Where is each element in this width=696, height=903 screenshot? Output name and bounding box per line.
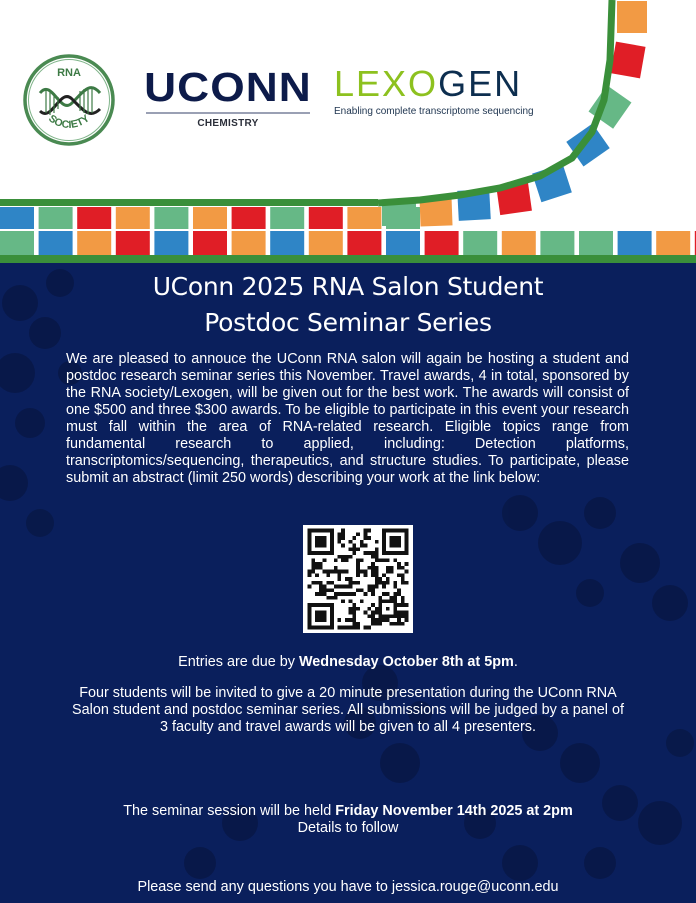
qr-module [375, 607, 379, 611]
qr-module [401, 599, 405, 603]
qr-module [367, 614, 371, 618]
qr-module [323, 559, 327, 563]
qr-module [367, 536, 371, 540]
banner-square [270, 207, 304, 229]
qr-module [345, 555, 349, 559]
qr-module [356, 566, 360, 570]
lexogen-wordmark-part3: GEN [438, 63, 523, 104]
banner-square [77, 231, 111, 255]
qr-module [352, 622, 356, 626]
qr-module [371, 551, 375, 555]
qr-module [401, 577, 405, 581]
qr-module [390, 570, 394, 574]
qr-module [334, 585, 338, 589]
banner-square [579, 231, 613, 255]
qr-module [338, 570, 342, 574]
qr-module [375, 611, 379, 615]
qr-module [401, 596, 405, 600]
qr-module [326, 573, 330, 577]
banner-square [0, 231, 34, 255]
qr-module [371, 618, 375, 622]
qr-module [315, 581, 319, 585]
title-line-2: Postdoc Seminar Series [204, 308, 492, 337]
qr-module [356, 573, 360, 577]
qr-module [356, 570, 360, 574]
banner-square [154, 207, 188, 229]
qr-module [356, 559, 360, 563]
qr-module [364, 570, 368, 574]
qr-module [338, 532, 342, 536]
qr-module [375, 577, 379, 581]
qr-module [326, 570, 330, 574]
qr-module [352, 551, 356, 555]
due-date-line [0, 654, 696, 671]
qr-module [360, 540, 364, 544]
qr-module [367, 529, 371, 533]
title-line-1: UConn 2025 RNA Salon Student [152, 272, 544, 301]
qr-module [364, 544, 368, 548]
presentation-paragraph: Four students will be invited to give a 20 minute presentation during the UConn RNA Salon student and postdoc seminar series. All submissions will be judged by a panel of 3 faculty and travel awards will be given to all 4 presenters. [72, 685, 624, 735]
due-suffix: . [513, 654, 518, 670]
qr-module [393, 592, 397, 596]
banner-square [193, 207, 227, 229]
qr-module [371, 555, 375, 559]
qr-module [311, 581, 315, 585]
qr-module [341, 585, 345, 589]
qr-module [330, 588, 334, 592]
qr-module [356, 588, 360, 592]
qr-module [371, 588, 375, 592]
qr-module [382, 559, 386, 563]
qr-module [375, 566, 379, 570]
qr-module [378, 577, 382, 581]
qr-module [338, 585, 342, 589]
qr-module [371, 603, 375, 607]
qr-module [338, 573, 342, 577]
qr-module [345, 577, 349, 581]
qr-module [319, 588, 323, 592]
banner-square [617, 1, 647, 33]
qr-module [401, 622, 405, 626]
due-prefix: Entries are due by [178, 654, 299, 670]
qr-module [360, 559, 364, 563]
banner-square [425, 231, 459, 255]
banner-square [347, 207, 381, 229]
qr-module [315, 536, 326, 547]
qr-module [393, 596, 397, 600]
qr-module [390, 566, 394, 570]
qr-module [378, 559, 382, 563]
header [0, 0, 696, 263]
qr-module [397, 622, 401, 626]
qr-module [401, 603, 405, 607]
qr-module [319, 581, 323, 585]
qr-module [393, 559, 397, 563]
qr-module [311, 570, 315, 574]
qr-module [360, 588, 364, 592]
qr-module [397, 562, 401, 566]
banner-square [309, 231, 343, 255]
qr-module [341, 626, 345, 630]
qr-module [352, 607, 356, 611]
qr-module [401, 581, 405, 585]
lexogen-wordmark-part1: LEX [334, 63, 409, 104]
qr-module [338, 555, 342, 559]
qr-module [401, 614, 405, 618]
qr-module [341, 532, 345, 536]
qr-module [382, 585, 386, 589]
banner-square [386, 231, 420, 255]
qr-module [382, 592, 386, 596]
qr-module [345, 618, 349, 622]
banner-square [618, 231, 652, 255]
banner-square [502, 231, 536, 255]
qr-module [367, 626, 371, 630]
qr-module [401, 566, 405, 570]
qr-module [352, 592, 356, 596]
qr-module [386, 559, 390, 563]
qr-module [334, 570, 338, 574]
qr-module [356, 622, 360, 626]
qr-module [360, 570, 364, 574]
qr-module [352, 536, 356, 540]
qr-module [352, 603, 356, 607]
lexogen-wordmark [334, 65, 549, 103]
qr-module [364, 529, 368, 533]
qr-module [341, 555, 345, 559]
contact-prefix: Please send any questions you have to [137, 879, 392, 895]
qr-module [371, 592, 375, 596]
qr-module [341, 592, 345, 596]
qr-module [375, 547, 379, 551]
qr-module [341, 599, 345, 603]
qr-module [323, 592, 327, 596]
qr-code-icon[interactable] [303, 525, 413, 633]
qr-module [397, 611, 401, 615]
qr-module [323, 588, 327, 592]
qr-module [345, 592, 349, 596]
qr-module [375, 622, 379, 626]
qr-module [371, 622, 375, 626]
qr-module [382, 618, 386, 622]
qr-module [330, 581, 334, 585]
qr-module [311, 562, 315, 566]
qr-module [338, 626, 342, 630]
qr-module [367, 607, 371, 611]
qr-module [349, 618, 353, 622]
qr-module [349, 585, 353, 589]
qr-module [364, 592, 368, 596]
qr-module [371, 573, 375, 577]
flyer-body [0, 263, 696, 903]
banner-square [270, 231, 304, 255]
qr-module [356, 581, 360, 585]
qr-module [397, 566, 401, 570]
qr-module [375, 573, 379, 577]
qr-module [397, 592, 401, 596]
qr-module [311, 566, 315, 570]
qr-module [311, 559, 315, 563]
qr-module [352, 547, 356, 551]
banner-square [656, 231, 690, 255]
lexogen-wordmark-part2: O [408, 63, 439, 104]
qr-module [375, 551, 379, 555]
qr-module [345, 585, 349, 589]
qr-module [315, 566, 319, 570]
main-content [0, 263, 696, 903]
qr-module [352, 581, 356, 585]
qr-module [386, 570, 390, 574]
qr-module [364, 551, 368, 555]
qr-module [397, 573, 401, 577]
qr-module [367, 588, 371, 592]
banner-square [154, 231, 188, 255]
qr-module [352, 618, 356, 622]
banner-square [309, 207, 343, 229]
qr-module [338, 592, 342, 596]
banner-green-strip [0, 199, 378, 206]
lexogen-tagline: Enabling complete transcriptome sequencing [334, 106, 534, 117]
qr-module [349, 577, 353, 581]
contact-email-link[interactable]: jessica.rouge@uconn.edu [391, 879, 559, 895]
qr-module [352, 626, 356, 630]
qr-module [393, 585, 397, 589]
banner-square [382, 203, 416, 226]
qr-module [341, 544, 345, 548]
qr-module [386, 581, 390, 585]
qr-module [349, 607, 353, 611]
qr-module [364, 573, 368, 577]
qr-module [356, 562, 360, 566]
qr-module [326, 596, 330, 600]
qr-module [349, 626, 353, 630]
qr-module [390, 622, 394, 626]
qr-module [367, 585, 371, 589]
session-date: Friday November 14th 2025 at 2pm [335, 803, 573, 819]
qr-module [356, 607, 360, 611]
qr-module [401, 573, 405, 577]
qr-module [405, 611, 409, 615]
uconn-divider [146, 112, 310, 114]
qr-module [352, 614, 356, 618]
qr-module [352, 544, 356, 548]
qr-module [360, 544, 364, 548]
contact-line [0, 879, 696, 896]
qr-module [390, 596, 394, 600]
qr-module [405, 570, 409, 574]
qr-module [319, 562, 323, 566]
qr-module [319, 592, 323, 596]
qr-module [338, 540, 342, 544]
qr-module [397, 603, 401, 607]
qr-module [386, 607, 390, 611]
qr-module [371, 585, 375, 589]
banner-square [193, 231, 227, 255]
banner-square [77, 207, 111, 229]
qr-module [386, 566, 390, 570]
qr-module [375, 559, 379, 563]
qr-module [364, 536, 368, 540]
banner-square [232, 207, 266, 229]
qr-module [315, 592, 319, 596]
qr-module [397, 618, 401, 622]
qr-module [341, 536, 345, 540]
banner-square [540, 231, 574, 255]
qr-module [371, 566, 375, 570]
qr-module [315, 562, 319, 566]
qr-module [367, 566, 371, 570]
qr-module [345, 570, 349, 574]
qr-module [334, 596, 338, 600]
qr-module [356, 547, 360, 551]
qr-module [319, 566, 323, 570]
qr-module [345, 559, 349, 563]
rna-logo-top-text: RNA [57, 67, 81, 79]
banner-square [39, 207, 73, 229]
session-info [0, 803, 696, 837]
qr-module [334, 566, 338, 570]
qr-module [375, 585, 379, 589]
qr-module [341, 529, 345, 533]
qr-module [375, 618, 379, 622]
qr-module [345, 626, 349, 630]
banner-square [463, 231, 497, 255]
qr-module [334, 559, 338, 563]
qr-module [375, 555, 379, 559]
banner-square [347, 231, 381, 255]
qr-module [330, 596, 334, 600]
qr-module [375, 581, 379, 585]
qr-module [356, 626, 360, 630]
qr-module [378, 618, 382, 622]
qr-module [308, 570, 312, 574]
qr-module [371, 614, 375, 618]
qr-module [352, 611, 356, 615]
qr-module [371, 562, 375, 566]
qr-module [405, 614, 409, 618]
qr-module [349, 581, 353, 585]
qr-module [405, 581, 409, 585]
lexogen-logo [334, 65, 549, 117]
qr-module [386, 592, 390, 596]
rna-logo-bottom-text: SOCIETY [46, 112, 92, 132]
qr-module [371, 611, 375, 615]
qr-module [349, 599, 353, 603]
qr-module [378, 596, 382, 600]
qr-module [405, 562, 409, 566]
intro-paragraph: We are pleased to annouce the UConn RNA salon will again be hosting a student and postdoc research seminar series this November. Travel awards, 4 in total, sponsored by the RNA society/Lexogen, will be given out for the best work. The awards will consist of one $500 and three $300 awards. To be eligible to participate in this event your research must fall within the area of RNA-related research. Eligible topics range from fundamental research to applied, including: Detection platforms, transcriptomics/sequencing, therapeutics, and structure studies. To participate, please submit an abstract (limit 250 words) describing your work at the link below: [66, 351, 629, 486]
qr-module [364, 626, 368, 630]
qr-module [323, 585, 327, 589]
qr-module [382, 573, 386, 577]
qr-module [349, 592, 353, 596]
qr-module [330, 570, 334, 574]
qr-module [371, 570, 375, 574]
qr-module [375, 540, 379, 544]
banner-green-strip [0, 255, 696, 263]
qr-module [338, 618, 342, 622]
qr-module [360, 599, 364, 603]
qr-module [405, 618, 409, 622]
banner-square [116, 207, 150, 229]
qr-module [367, 551, 371, 555]
qr-module [378, 622, 382, 626]
qr-module [326, 581, 330, 585]
qr-module [390, 536, 401, 547]
uconn-chemistry-logo [144, 64, 312, 129]
qr-module [397, 588, 401, 592]
qr-module [315, 573, 319, 577]
qr-module [386, 618, 390, 622]
banner-square [610, 42, 645, 79]
qr-module [405, 603, 409, 607]
qr-module [341, 570, 345, 574]
qr-module [319, 585, 323, 589]
qr-module [308, 573, 312, 577]
qr-module [349, 547, 353, 551]
session-details: Details to follow [297, 820, 399, 836]
qr-module [364, 532, 368, 536]
qr-module [349, 555, 353, 559]
banner-square [0, 207, 34, 229]
qr-module [393, 581, 397, 585]
banner-square [116, 231, 150, 255]
qr-module [393, 622, 397, 626]
session-prefix: The seminar session will be held [123, 803, 336, 819]
rna-society-logo [22, 53, 116, 147]
qr-module [386, 577, 390, 581]
qr-module [375, 570, 379, 574]
qr-module [382, 581, 386, 585]
uconn-department: CHEMISTRY [197, 118, 259, 129]
due-date: Wednesday October 8th at 5pm [298, 654, 514, 670]
qr-module [349, 611, 353, 615]
qr-module [315, 611, 326, 622]
qr-module [338, 577, 342, 581]
uconn-wordmark: UCONN [144, 64, 312, 110]
qr-module [349, 540, 353, 544]
qr-module [364, 611, 368, 615]
qr-module [326, 588, 330, 592]
qr-module [397, 614, 401, 618]
qr-module [356, 532, 360, 536]
qr-module [334, 592, 338, 596]
qr-module [308, 585, 312, 589]
qr-module [378, 581, 382, 585]
qr-module [341, 559, 345, 563]
qr-module [401, 611, 405, 615]
qr-module [338, 536, 342, 540]
banner-square [232, 231, 266, 255]
page-title [0, 269, 696, 341]
banner-square [39, 231, 73, 255]
qr-module [323, 570, 327, 574]
